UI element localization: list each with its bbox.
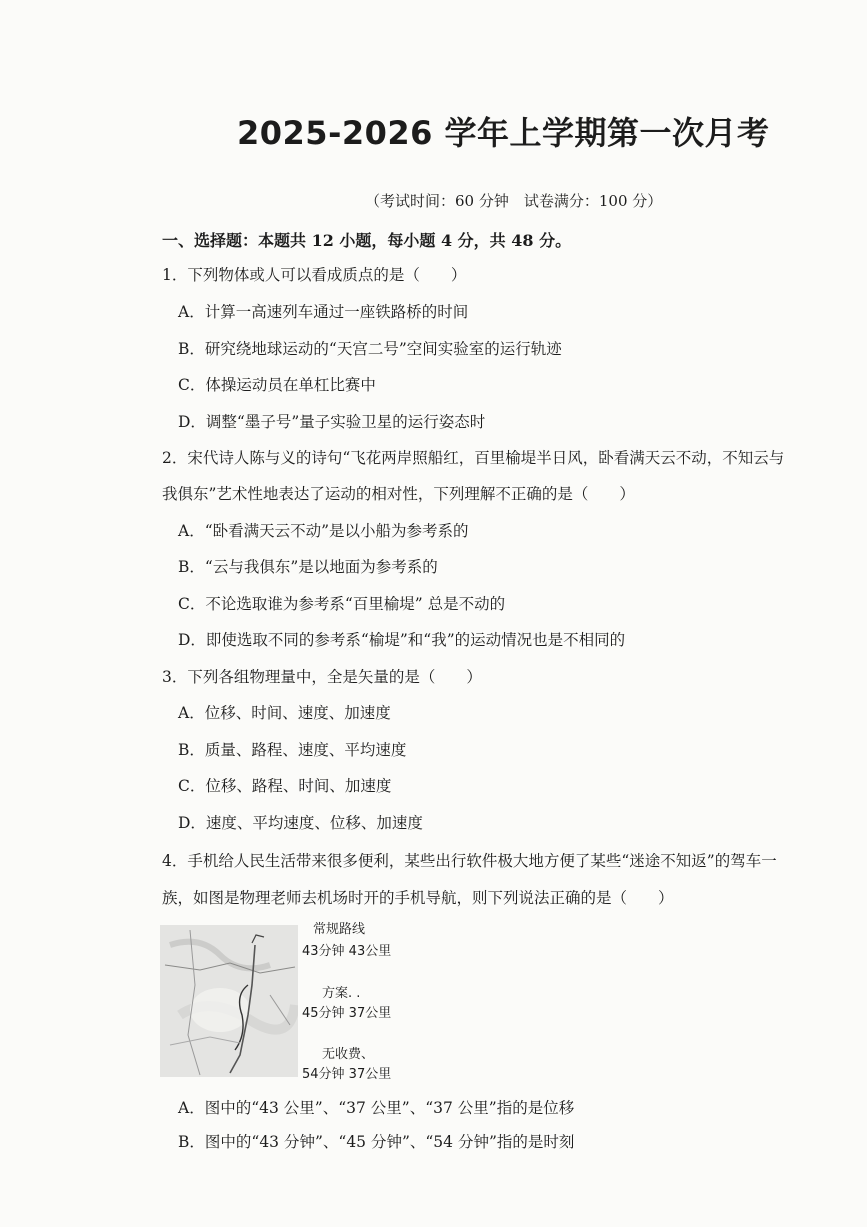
exam-subtitle: （考试时间：60 分钟 试卷满分：100 分） [365,192,663,210]
question-2-option-b: B．“云与我俱东”是以地面为参考系的 [178,558,438,576]
question-4-stem-line1: 4．手机给人民生活带来很多便利，某些出行软件极大地方便了某些“迷途不知返”的驾车一 [162,852,777,870]
question-4-stem-line2: 族，如图是物理老师去机场时开的手机导航，则下列说法正确的是（ ） [162,889,674,907]
question-3-option-b: B．质量、路程、速度、平均速度 [178,741,407,759]
question-1-option-a: A．计算一高速列车通过一座铁路桥的时间 [178,303,469,321]
question-2-option-c: C．不论选取谁为参考系“百里榆堤” 总是不动的 [178,595,506,613]
question-2-stem-line2: 我俱东”艺术性地表达了运动的相对性，下列理解不正确的是（ ） [162,485,635,503]
question-1-option-c: C．体操运动员在单杠比赛中 [178,376,376,394]
navigation-map-image [160,925,298,1077]
section-heading: 一、选择题：本题共 12 小题，每小题 4 分，共 48 分。 [162,231,572,250]
question-3-option-d: D．速度、平均速度、位移、加速度 [178,814,423,832]
question-2-option-d: D．即使选取不同的参考系“榆堤”和“我”的运动情况也是不相同的 [178,631,626,649]
question-3-option-a: A．位移、时间、速度、加速度 [178,704,391,722]
question-3-stem: 3．下列各组物理量中，全是矢量的是（ ） [162,668,482,686]
question-1-option-d: D．调整“墨子号”量子实验卫星的运行姿态时 [178,413,486,431]
question-1-option-b: B．研究绕地球运动的“天宫二号”空间实验室的运行轨迹 [178,340,562,358]
question-1-stem: 1．下列物体或人可以看成质点的是（ ） [162,266,467,284]
route-2-name: 方案. . [322,986,361,1001]
route-3-name: 无收费、 [322,1047,375,1062]
route-3-info: 54分钟 37公里 [302,1067,392,1082]
question-3-option-c: C．位移、路程、时间、加速度 [178,777,392,795]
question-2-stem-line1: 2．宋代诗人陈与义的诗句“飞花两岸照船红，百里榆堤半日风，卧看满天云不动，不知云与 [162,449,785,467]
question-4-option-a: A．图中的“43 公里”、“37 公里”、“37 公里”指的是位移 [178,1099,575,1117]
route-1-info: 43分钟 43公里 [302,944,392,959]
route-2-info: 45分钟 37公里 [302,1006,392,1021]
question-2-option-a: A．“卧看满天云不动”是以小船为参考系的 [178,522,469,540]
exam-title: 2025-2026 学年上学期第一次月考 [237,114,770,152]
question-4-option-b: B．图中的“43 分钟”、“45 分钟”、“54 分钟”指的是时刻 [178,1133,575,1151]
route-1-name: 常规路线 [313,922,366,937]
